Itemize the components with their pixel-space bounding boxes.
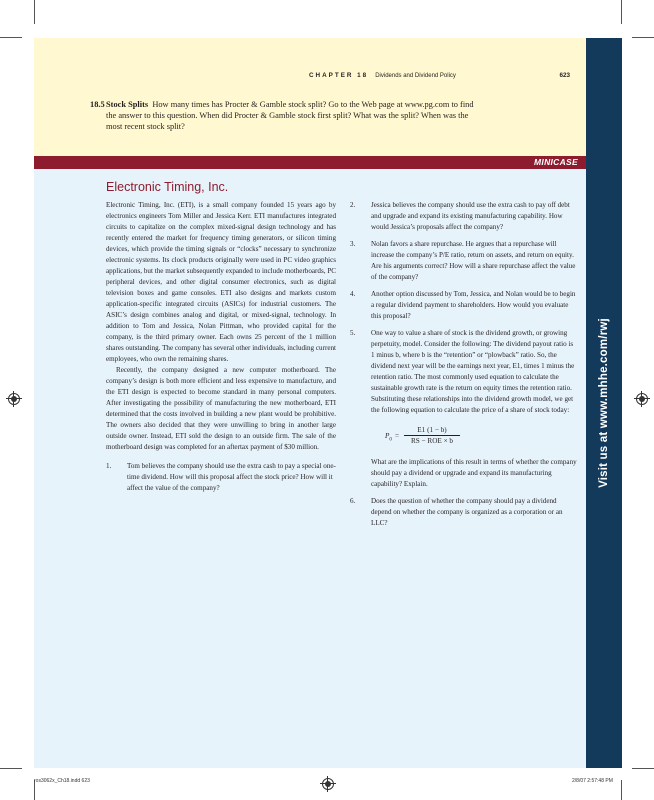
question-6: 6. Does the question of whether the company should pay a dividend depend on whether the company is organized as a corporation or an LLC? xyxy=(350,497,563,527)
running-header xyxy=(34,72,574,84)
print-timestamp: 2/8/07 2:57:48 PM xyxy=(572,778,613,784)
left-column xyxy=(106,200,336,500)
minicase-label: MINICASE xyxy=(534,157,578,167)
crop-mark xyxy=(34,0,35,24)
price-formula: $P_0$ = E1 (1 − b) RS − ROE × b xyxy=(350,425,578,447)
problem-text: How many times has Procter & Gamble stock split? Go to the Web page at www.pg.com to find the answer to this question. When did Procter & Gamble stock first split? What was the split? When was the most recent stock split? xyxy=(106,100,474,131)
crop-mark xyxy=(0,37,22,38)
chapter-heading: CHAPTER 18 Dividends and Dividend Policy xyxy=(309,72,456,79)
minicase-title: Electronic Timing, Inc. xyxy=(106,180,229,194)
crop-mark xyxy=(0,768,22,769)
crop-mark xyxy=(632,768,654,769)
crop-mark xyxy=(621,0,622,24)
case-paragraph: Recently, the company designed a new computer motherboard. The company’s design is both more efficient and less expensive to manufacture, and the ETI design is expected to become standard in many personal computers. After investigating the possibility of manufacturing the new motherboard, ETI determined that the costs involved in building a new plant would be prohibitive. The owners also decided that they were unwilling to bring in another large outside owner. Instead, ETI sold the design to an outside firm. The sale of the motherboard design was completed for an aftertax payment of $30 million. xyxy=(106,366,336,451)
problem-panel xyxy=(34,38,586,158)
question-2: 2. Jessica believes the company should use the extra cash to pay off debt and upgrade and expand its existing manufacturing capability. How would Jessica’s proposals affect the company? xyxy=(350,201,570,231)
question-5: 5. One way to value a share of stock is the dividend growth, or growing perpetuity, model. Consider the following: The dividend payout ratio is 1 minus b, where b is the “retention” or “plowback” ratio. So, the dividend next year will be the earnings next year, E1, times 1 minus the retention ratio. The most commonly used equation to calculate the sustainable growth rate is the return on equity times the retention ratio. Substituting these relationships into the dividend growth model, we get the following equation to calculate the price of a share of stock today: xyxy=(350,329,575,414)
question-5-continued: What are the implications of this result in terms of whether the company should pay a dividend or upgrade and expand its manufacturing capability? Explain. xyxy=(371,458,577,488)
problem-title: Stock Splits xyxy=(106,100,149,109)
minicase-banner xyxy=(34,156,586,169)
question-3: 3. Nolan favors a share repurchase. He argues that a repurchase will increase the company’s P/E ratio, return on assets, and return on equity. Are his arguments correct? How will a share repurchase affect the value of the company? xyxy=(350,240,576,281)
question-4: 4. Another option discussed by Tom, Jessica, and Nolan would be to begin a regular dividend payment to shareholders. How would you evaluate this proposal? xyxy=(350,290,576,320)
case-paragraph: Electronic Timing, Inc. (ETI), is a small company founded 15 years ago by electronics engineers Tom Miller and Jessica Kerr. ETI manufactures integrated circuits to capitalize on the complex mixed-signal design technology and has recently entered the market for frequency timing generators, or silicon timing devices, which provide the timing signals or “clocks” necessary to synchronize electronic systems. Its clock products originally were used in PC video graphics applications, but the market subsequently expanded to include motherboards, PC peripheral devices, and other digital consumer electronics, such as digital television boxes and game consoles. ETI also designs and markets custom application-specific integrated circuits (ASICs) for industrial customers. The ASIC’s design combines analog and digital, or mixed-signal, technology. In addition to Tom and Jessica, Nolan Pittman, who provided capital for the company, is the third primary owner. Each owns 25 percent of the 1 million shares outstanding. The company has several other individuals, including current employees, who own the remaining shares. xyxy=(106,201,336,363)
registration-mark-icon xyxy=(636,393,648,405)
formula-numerator: E1 (1 − b) xyxy=(404,425,460,436)
registration-mark-icon xyxy=(322,778,334,790)
crop-mark xyxy=(632,37,654,38)
sidebar-url: Visit us at www.mhhe.com/rwj xyxy=(598,318,610,488)
crop-mark xyxy=(621,780,622,800)
right-column xyxy=(350,200,578,535)
file-slug: ros3062x_Ch18.indd 623 xyxy=(34,778,90,784)
formula-denominator: RS − ROE × b xyxy=(410,437,454,445)
problem-number: 18.5 xyxy=(90,100,105,109)
problem-18-5 xyxy=(90,99,476,132)
registration-mark-icon xyxy=(8,393,20,405)
page-number: 623 xyxy=(559,72,570,79)
formula-fraction xyxy=(404,425,460,446)
question-1: 1. Tom believes the company should use the extra cash to pay a special one-time dividend. How will this proposal affect the stock price? How will it affect the value of the company? xyxy=(106,462,336,492)
